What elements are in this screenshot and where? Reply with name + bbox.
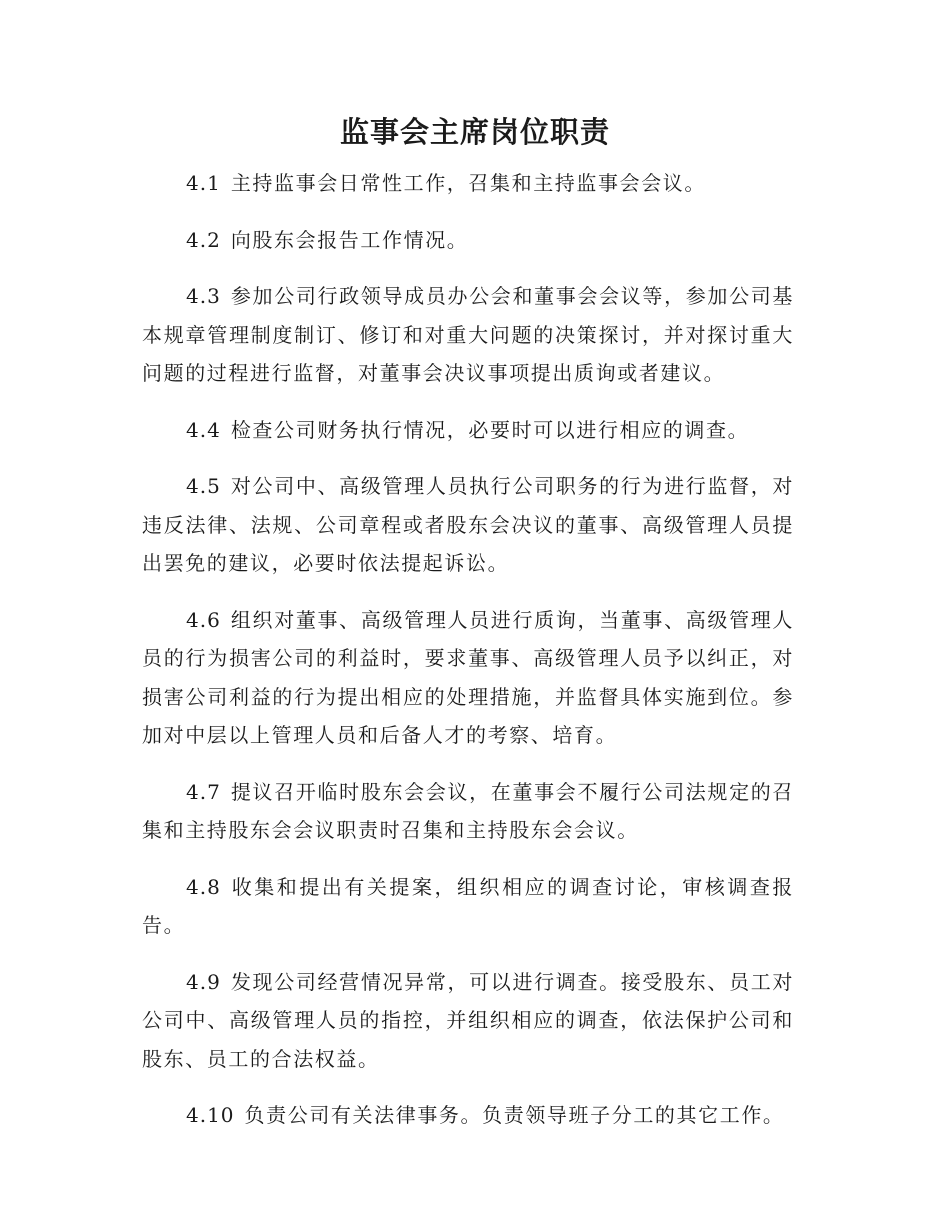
clause-paragraph [142,467,794,583]
clause-paragraph [142,963,794,1079]
clause-text: 负责公司有关法律事务。负责领导班子分工的其它工作。 [244,1103,785,1127]
clause-text: 发现公司经营情况异常，可以进行调查。接受股东、员工对公司中、高级管理人员的指控，并组织相应的调查，依法保护公司和股东、员工的合法权益。 [142,969,794,1071]
clause-paragraph [142,221,794,260]
clause-text: 提议召开临时股东会会议，在董事会不履行公司法规定的召集和主持股东会会议职责时召集和主持股东会会议。 [142,779,794,842]
clause-number: 4.6 [186,607,221,632]
clause-text: 主持监事会日常性工作，召集和主持监事会会议。 [230,171,707,195]
document-title: 监事会主席岗位职责 [339,115,610,149]
clause-paragraph [142,277,794,393]
document-body [142,164,794,1153]
clause-text: 向股东会报告工作情况。 [230,227,469,252]
clause-paragraph [142,1096,794,1135]
clause-number: 4.7 [186,779,221,804]
clause-number: 4.2 [186,227,221,252]
clause-paragraph [142,773,794,850]
clause-number: 4.9 [186,969,221,994]
clause-text: 参加公司行政领导成员办公会和董事会会议等，参加公司基本规章管理制度制订、修订和对重大问题的决策探讨，并对探讨重大问题的过程进行监督，对董事会决议事项提出质询或者建议。 [142,284,794,385]
clause-paragraph [142,164,794,203]
clause-paragraph [142,601,794,755]
clause-paragraph [142,868,794,945]
clause-number: 4.5 [186,474,221,498]
clause-paragraph [142,411,794,450]
clause-text: 收集和提出有关提案，组织相应的调查讨论，审核调查报告。 [142,874,794,937]
clause-number: 4.8 [186,874,221,899]
clause-text: 检查公司财务执行情况，必要时可以进行相应的调查。 [230,417,750,442]
clause-number: 4.3 [186,284,221,308]
clause-number: 4.4 [186,417,221,442]
clause-text: 组织对董事、高级管理人员进行质询，当董事、高级管理人员的行为损害公司的利益时，要求董事、高级管理人员予以纠正，对损害公司利益的行为提出相应的处理措施，并监督具体实施到位。参加对中层以上管理人员和后备人才的考察、培育。 [142,607,794,747]
clause-number: 4.1 [186,171,221,195]
clause-text: 对公司中、高级管理人员执行公司职务的行为进行监督，对违反法律、法规、公司章程或者股东会决议的董事、高级管理人员提出罢免的建议，必要时依法提起诉讼。 [142,474,794,575]
clause-number: 4.10 [186,1103,235,1127]
